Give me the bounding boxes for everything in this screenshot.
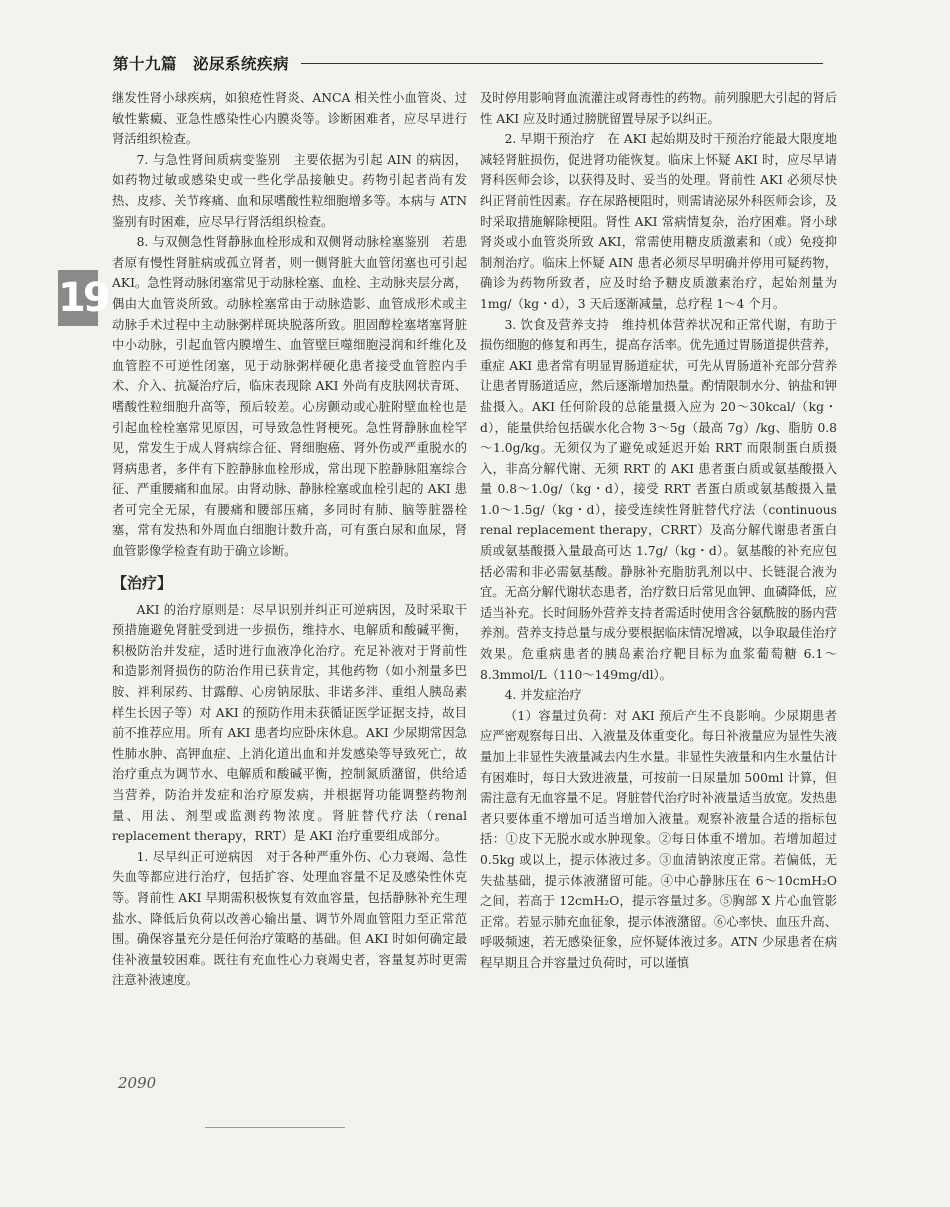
- paragraph: 1. 尽早纠正可逆病因 对于各种严重外伤、心力衰竭、急性失血等都应进行治疗，包括扩容、处理血容量不足及感染性休克等。肾前性 AKI 早期需积极恢复有效血容量，包括静脉补充生理盐水、降低后负荷以改善心输出量、调节外周血管阻力至正常范围。确保容量充分是任何治疗策略的基础。但 AKI 时如何确定最佳补液量较困难。既往有充血性心力衰竭史者，容量复苏时更需注意补液速度。: [112, 849, 467, 988]
- chapter-tab: 19: [58, 270, 98, 326]
- page-number: 2090: [118, 1074, 157, 1092]
- header-rule: [301, 63, 823, 64]
- paragraph: 8. 与双侧急性肾静脉血栓形成和双侧肾动脉栓塞鉴别 若患者原有慢性肾脏病或孤立肾者，则一侧肾脏大血管闭塞也可引起 AKI。急性肾动脉闭塞常见于动脉栓塞、血栓、主动脉夹层分离，偶由大血管炎所致。动脉栓塞常由于动脉造影、血管成形术或主动脉手术过程中主动脉粥样斑块脱落所致。胆固醇栓塞堵塞肾脏中小动脉，引起血管内膜增生、血管壁巨噬细胞浸润和纤维化及血管腔不可逆性闭塞，见于动脉粥样硬化患者接受血管腔内手术、介入、抗凝治疗后，临床表现除 AKI 外尚有皮肤网状青斑、嗜酸性粒细胞升高等，预后较差。心房颤动或心脏附壁血栓也是引起血栓栓塞常见原因，可导致急性肾梗死。急性肾静脉血栓罕见，常发生于成人肾病综合征、肾细胞癌、肾外伤或严重脱水的肾病患者，多伴有下腔静脉血栓形成，常出现下腔静脉阻塞综合征、严重腰痛和血尿。由肾动脉、静脉栓塞或血栓引起的 AKI 患者可完全无尿，有腰痛和腰部压痛，多同时有肺、脑等脏器栓塞，常有发热和外周血白细胞计数升高，可有蛋白尿和血尿，肾血管影像学检查有助于确立诊断。: [112, 235, 467, 559]
- paragraph: 2. 早期干预治疗 在 AKI 起始期及时干预治疗能最大限度地减轻肾脏损伤，促进肾功能恢复。临床上怀疑 AKI 时，应尽早请肾科医师会诊，以获得及时、妥当的处理。肾前性 AKI 必须尽快纠正肾前性因素。存在尿路梗阻时，则需请泌尿外科医师会诊，及时采取措施解除梗阻。肾性 AKI 常病情复杂，治疗困难。肾小球肾炎或小血管炎所致 AKI，常需使用糖皮质激素和（或）免疫抑制剂治疗。临床上怀疑 AIN 患者必须尽早明确并停用可疑药物，确诊为药物所致者，应及时给予糖皮质激素治疗，起始剂量为 1mg/（kg・d），3 天后逐渐减量，总疗程 1～4 个月。: [480, 132, 837, 311]
- paragraph: AKI 的治疗原则是：尽早识别并纠正可逆病因，及时采取干预措施避免肾脏受到进一步损伤，维持水、电解质和酸碱平衡，积极防治并发症，适时进行血液净化治疗。充足补液对于肾前性和造影剂肾损伤的防治作用已获肯定，其他药物（如小剂量多巴胺、袢利尿药、甘露醇、心房钠尿肽、非诺多泮、重组人胰岛素样生长因子等）对 AKI 的预防作用未获循证医学证据支持，故目前不推荐应用。所有 AKI 患者均应卧床休息。AKI 少尿期常因急性肺水肿、高钾血症、上消化道出血和并发感染等导致死亡，故治疗重点为调节水、电解质和酸碱平衡，控制氮质潴留，供给适当营养，防治并发症和治疗原发病，并根据肾功能调整药物剂量、用法、剂型或监测药物浓度。肾脏替代疗法（renal replacement therapy，RRT）是 AKI 治疗重要组成部分。: [112, 602, 467, 844]
- right-column: [480, 88, 837, 974]
- footer-rule: [205, 1127, 345, 1128]
- paragraph: 3. 饮食及营养支持 维持机体营养状况和正常代谢，有助于损伤细胞的修复和再生，提高存活率。优先通过胃肠道提供营养，重症 AKI 患者常有明显胃肠道症状，可先从胃肠道补充部分营养让患者胃肠道适应，然后逐渐增加热量。酌情限制水分、钠盐和钾盐摄入。AKI 任何阶段的总能量摄入应为 20～30kcal/（kg・d），能量供给包括碳水化合物 3～5g（最高 7g）/kg、脂肪 0.8～1.0g/kg。无须仅为了避免或延迟开始 RRT 而限制蛋白质摄入，非高分解代谢、无须 RRT 的 AKI 患者蛋白质或氨基酸摄入量 0.8～1.0g/（kg・d），接受 RRT 者蛋白质或氨基酸摄入量 1.0～1.5g/（kg・d），接受连续性肾脏替代疗法（continuous renal replacement therapy，CRRT）及高分解代谢患者蛋白质或氨基酸摄入量最高可达 1.7g/（kg・d）。氨基酸的补充应包括必需和非必需氨基酸。静脉补充脂肪乳剂以中、长链混合液为宜。无高分解代谢状态患者，治疗数日后常见血钾、血磷降低，应适当补充。长时间肠外营养支持者需适时使用含谷氨酰胺的肠内营养剂。营养支持总量与成分要根据临床情况增减，以争取最佳治疗效果。危重病患者的胰岛素治疗靶目标为血浆葡萄糖 6.1～8.3mmol/L（110～149mg/dl）。: [480, 317, 837, 682]
- subheading: 4. 并发症治疗: [504, 688, 582, 703]
- section-title: 第十九篇 泌尿系统疾病: [113, 55, 290, 73]
- paragraph: （1）容量过负荷：对 AKI 预后产生不良影响。少尿期患者应严密观察每日出、入液量及体重变化。每日补液量应为显性失液量加上非显性失液量减去内生水量。非显性失液量和内生水量估计有困难时，每日大致进液量，可按前一日尿量加 500ml 计算，但需注意有无血容量不足。肾脏替代治疗时补液量适当放宽。发热患者只要体重不增加可适当增加入液量。观察补液量合适的指标包括：①皮下无脱水或水肿现象。②每日体重不增加。若增加超过 0.5kg 或以上，提示体液过多。③血清钠浓度正常。若偏低，无失盐基础，提示体液潴留可能。④中心静脉压在 6～10cmH₂O 之间，若高于 12cmH₂O，提示容量过多。⑤胸部 X 片心血管影正常。若显示肺充血征象，提示体液潴留。⑥心率快、血压升高、呼吸频速，若无感染征象，应怀疑体液过多。ATN 少尿患者在病程早期且合并容量过负荷时，可以谨慎: [480, 708, 837, 970]
- paragraph: 及时停用影响肾血流灌注或肾毒性的药物。前列腺肥大引起的肾后性 AKI 应及时通过膀胱留置导尿予以纠正。: [480, 91, 837, 126]
- paragraph: 7. 与急性肾间质病变鉴别 主要依据为引起 AIN 的病因，如药物过敏或感染史或一些化学品接触史。药物引起者尚有发热、皮疹、关节疼痛、血和尿嗜酸性粒细胞增多等。本病与 ATN 鉴别有时困难，应尽早行肾活组织检查。: [112, 152, 467, 229]
- page-header: [113, 52, 813, 76]
- left-column: [112, 88, 467, 991]
- treatment-heading: 【治疗】: [112, 573, 173, 592]
- paragraph: 继发性肾小球疾病，如狼疮性肾炎、ANCA 相关性小血管炎、过敏性紫癜、亚急性感染性心内膜炎等。诊断困难者，应尽早进行肾活组织检查。: [112, 91, 467, 147]
